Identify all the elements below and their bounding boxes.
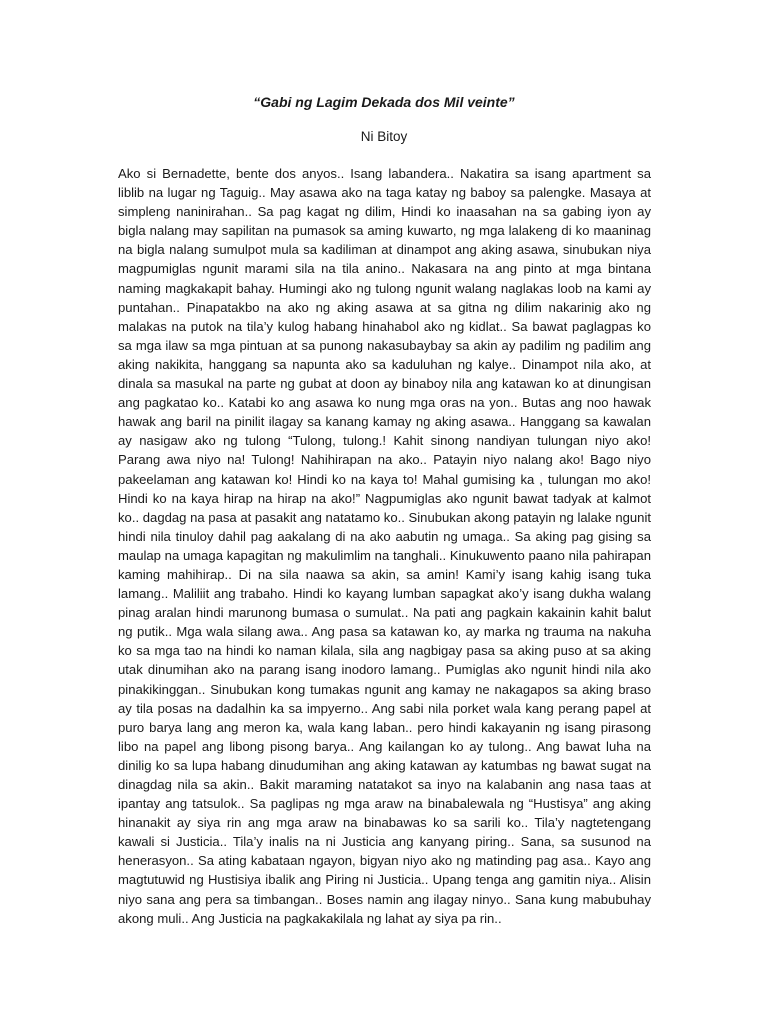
document-title: “Gabi ng Lagim Dekada dos Mil veinte” xyxy=(253,94,515,110)
document-body: Ako si Bernadette, bente dos anyos.. Isang labandera.. Nakatira sa isang apartment sa liblib na lugar ng Taguig.. May asawa ako na taga katay ng baboy sa palengke. Masaya at simpleng naninirahan.. Sa pag kagat ng dilim, Hindi ko inaasahan na sa gabing iyon ay bigla nalang may sapilitan na pumasok sa aming kuwarto, ng mga lalakeng di ko maaninag na bigla nalang sumulpot mula sa kadiliman at dinampot ang aking asawa, sinubukan niya magpumiglas ngunit marami sila na tila anino.. Nakasara na ang pinto at mga bintana naming magkakapit bahay. Humingi ako ng tulong ngunit walang naglakas loob na kami ay puntahan.. Pinapatakbo na ako ng aking asawa at sa gitna ng dilim nakarinig ako ng malakas na putok na tila’y kulog habang hinahabol ako ng kidlat.. Sa bawat paglagpas ko sa mga ilaw sa mga pintuan at sa punong nakasubaybay sa akin ay padilim ng padilim ang aking nakikita, hanggang sa napunta ako sa kaduluhan ng kalye.. Dinampot nila ako, at dinala sa masukal na parte ng gubat at doon ay binaboy nila ang katawan ko at dinungisan ang pagkatao ko.. Katabi ko ang asawa ko nung mga oras na yon.. Butas ang noo hawak hawak ang baril na pinilit ilagay sa kanang kamay ng aking asawa.. Hanggang sa kawalan ay nasigaw ako ng tulong “Tulong, tulong.! Kahit sinong nandiyan tulungan niyo ako! Parang awa niyo na! Tulong! Nahihirapan na ako.. Patayin niyo nalang ako! Bago niyo pakeelaman ang katawan ko! Hindi ko na kaya to! Mahal gumising ka , tulungan mo ako! Hindi ko na kaya hirap na hirap na ako!” Nagpumiglas ako ngunit bawat tadyak at kalmot ko.. dagdag na pasa at pasakit ang natatamo ko.. Sinubukan akong patayin ng lalake ngunit hindi nila tinuloy dahil pag aakalang di na ako aabutin ng umaga.. Sa aking pag gising sa maulap na umaga kapagitan ng makulimlim na tanghali.. Kinukuwento paano nila pahirapan kaming mahihirap.. Di na sila naawa sa akin, sa amin! Kami’y isang kahig isang tuka lamang.. Maliliit ang trabaho. Hindi ko kayang lumban sapagkat ako’y isang dukha walang pinag aralan hindi marunong bumasa o sumulat.. Na pati ang pagkain kakainin kahit balut ng putik.. Mga wala silang awa.. Ang pasa sa katawan ko, ay marka ng trauma na nakuha ko sa mga tao na hindi ko naman kilala, sila ang nagbigay pasa sa aking puso at sa aking utak dinumihan ako na parang isang inodoro lamang.. Pumiglas ako ngunit hindi nila ako pinakikinggan.. Sinubukan kong tumakas ngunit ang kamay ne nakagapos sa aking braso ay tila posas na dadalhin ka sa impyerno.. Ang sabi nila porket wala kang perang papel at puro barya lang ang meron ka, wala kang laban.. pero hindi kakayanin ng isang pirasong libo na papel ang libong pisong barya.. Ang kailangan ko ay tulong.. Ang bawat luha na dinilig ko sa lupa habang dinudumihan ang aking katawan ay katumbas ng bawat sugat na dinagdag nila sa akin.. Bakit maraming natatakot sa inyo na kalabanin ang nasa taas at ipantay ang tatsulok.. Sa paglipas ng mga araw na binabalewala ng “Hustisya” ang aking hinanakit ay siya rin ang mga araw na binabawas ko sa sarili ko.. Tila’y nagtetengang kawali si Justicia.. Tila’y inalis na ni Justicia ang kanyang piring.. Sana, sa susunod na henerasyon.. Sa ating kabataan ngayon, bigyan niyo ako ng matinding pag asa.. Kayo ang magtutuwid ng Hustisiya ibalik ang Piring ni Justicia.. Upang tenga ang gamitin niya.. Alisin niyo sana ang pera sa timbangan.. Boses namin ang ilagay ninyo.. Sana kung mabubuhay akong muli.. Ang Justicia na pagkakakilala ng lahat ay siya pa rin.. xyxy=(118,166,651,926)
document-author: Ni Bitoy xyxy=(360,129,408,144)
